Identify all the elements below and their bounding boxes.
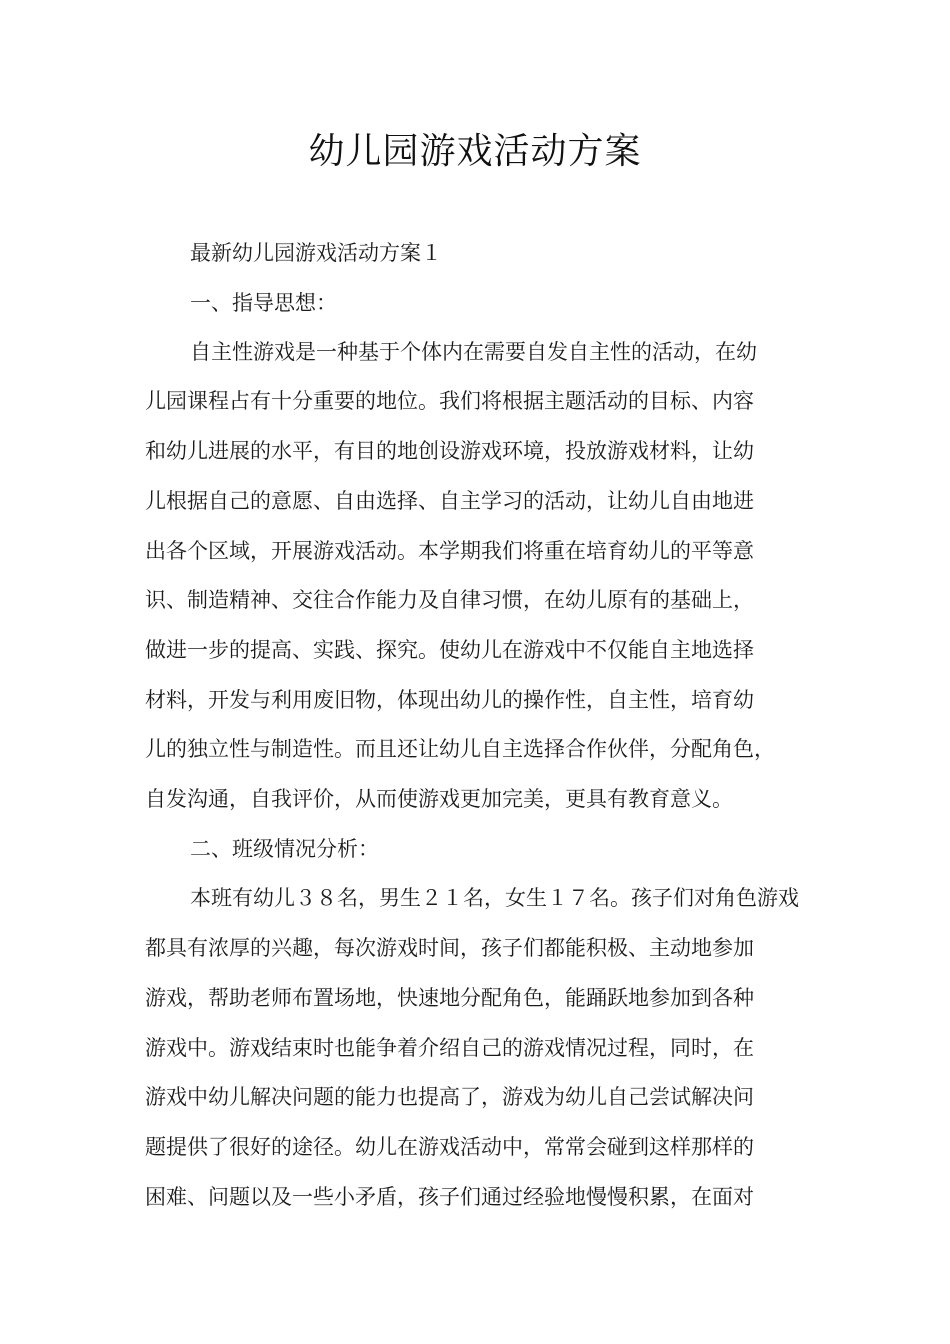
paragraph-line: 自发沟通，自我评价，从而使游戏更加完美，更具有教育意义。 xyxy=(145,787,733,811)
paragraph-line: 游戏中幼儿解决问题的能力也提高了，游戏为幼儿自己尝试解决问 xyxy=(145,1085,754,1109)
section-heading-plan-1: 最新幼儿园游戏活动方案１ xyxy=(190,241,442,265)
paragraph-line: 游戏，帮助老师布置场地，快速地分配角色，能踊跃地参加到各种 xyxy=(145,986,754,1010)
paragraph-line: 题提供了很好的途径。幼儿在游戏活动中，常常会碰到这样那样的 xyxy=(145,1135,754,1159)
paragraph-line: 材料，开发与利用废旧物，体现出幼儿的操作性，自主性，培育幼 xyxy=(145,688,754,712)
paragraph-line: 儿根据自己的意愿、自由选择、自主学习的活动，让幼儿自由地进 xyxy=(145,489,754,513)
section-heading-class-analysis: 二、班级情况分析： xyxy=(190,837,379,861)
paragraph-line: 困难、问题以及一些小矛盾，孩子们通过经验地慢慢积累，在面对 xyxy=(145,1185,754,1209)
paragraph-line: 都具有浓厚的兴趣，每次游戏时间，孩子们都能积极、主动地参加 xyxy=(145,936,754,960)
paragraph-line: 做进一步的提高、实践、探究。使幼儿在游戏中不仅能自主地选择 xyxy=(145,638,754,662)
paragraph-line: 本班有幼儿３８名，男生２１名，女生１７名。孩子们对角色游戏 xyxy=(190,886,799,910)
paragraph-line: 儿园课程占有十分重要的地位。我们将根据主题活动的目标、内容 xyxy=(145,389,754,413)
paragraph-line: 自主性游戏是一种基于个体内在需要自发自主性的活动，在幼 xyxy=(190,340,757,364)
section-heading-guiding-thought: 一、指导思想： xyxy=(190,291,337,315)
paragraph-line: 游戏中。游戏结束时也能争着介绍自己的游戏情况过程，同时，在 xyxy=(145,1036,754,1060)
paragraph-line: 出各个区域，开展游戏活动。本学期我们将重在培育幼儿的平等意 xyxy=(145,539,754,563)
document-title: 幼儿园游戏活动方案 xyxy=(308,131,642,172)
paragraph-line: 识、制造精神、交往合作能力及自律习惯，在幼儿原有的基础上， xyxy=(145,588,754,612)
paragraph-line: 儿的独立性与制造性。而且还让幼儿自主选择合作伙伴，分配角色， xyxy=(145,737,775,761)
paragraph-line: 和幼儿进展的水平，有目的地创设游戏环境，投放游戏材料，让幼 xyxy=(145,439,754,463)
